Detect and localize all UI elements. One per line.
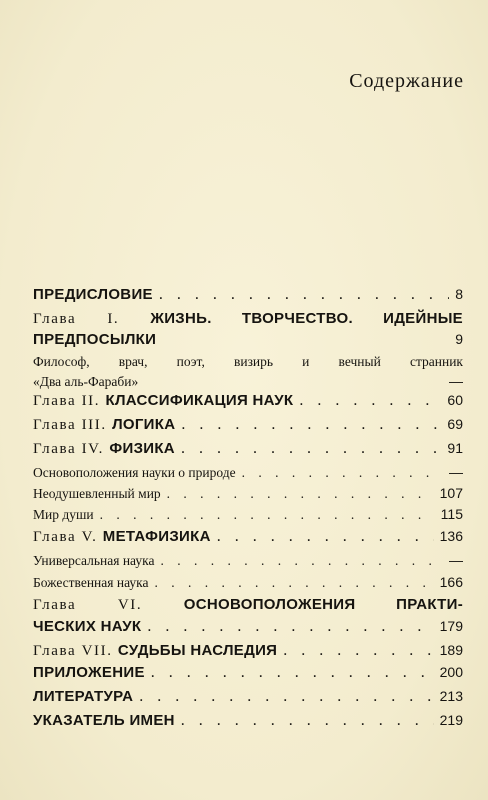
toc-entry-chapter-2[interactable] (33, 392, 463, 410)
toc-entry-chapter-1-line2[interactable] (33, 331, 463, 348)
entry-title-continued: ПРЕДПОСЫЛКИ (33, 331, 157, 348)
entry-page: 8 (455, 286, 463, 302)
toc-entry-section-inanimate-world[interactable] (33, 485, 463, 502)
entry-title: СУДЬБЫ НАСЛЕДИЯ (117, 642, 278, 659)
entry-title-continued: ЧЕСКИХ НАУК (33, 618, 142, 635)
toc-title: Содержание (349, 70, 464, 92)
toc-entry-section-divine-science[interactable] (33, 574, 463, 591)
leader-dots (133, 688, 433, 706)
entry-page: 213 (439, 688, 463, 704)
entry-page: 189 (439, 642, 463, 658)
entry-title: ЛИТЕРАТУРА (33, 688, 134, 705)
entry-page: 9 (455, 331, 463, 347)
toc-entry-preface[interactable] (33, 286, 463, 304)
leader-dots (175, 440, 441, 458)
chapter-prefix: Глава (33, 529, 77, 545)
leader-dots (175, 416, 441, 434)
entry-title: ФИЗИКА (109, 440, 175, 457)
entry-title: Основоположения науки о природе (33, 465, 236, 480)
leader-dots (211, 528, 434, 546)
entry-page: 136 (439, 528, 463, 544)
leader-dots (175, 712, 434, 730)
toc-entry-chapter-6-line2[interactable] (33, 618, 463, 636)
chapter-number: I. (76, 311, 151, 327)
toc-entry-appendix[interactable] (33, 664, 463, 682)
toc-entry-chapter-1-line1[interactable] (33, 310, 463, 328)
chapter-number: III. (76, 417, 113, 433)
entry-title: ЛОГИКА (112, 416, 176, 433)
entry-page: 115 (440, 506, 463, 522)
chapter-prefix: Глава (33, 393, 77, 409)
entry-page: 200 (439, 664, 463, 680)
entry-page: 60 (447, 392, 463, 408)
chapter-number: VI. (76, 597, 184, 613)
entry-page: — (449, 373, 463, 389)
leader-dots (293, 392, 441, 410)
entry-page: — (449, 552, 463, 568)
entry-page: 166 (439, 574, 463, 590)
entry-title: Универсальная наука (33, 553, 155, 568)
entry-title: ПРЕДИСЛОВИЕ (33, 286, 153, 303)
leader-dots (153, 286, 449, 304)
entry-page: — (449, 464, 463, 480)
toc-entry-section-philosopher-line2[interactable] (33, 373, 463, 390)
entry-page: 179 (439, 618, 463, 634)
toc-entry-chapter-3[interactable] (33, 416, 463, 434)
chapter-number: VII. (76, 643, 118, 659)
leader-dots (161, 486, 434, 502)
entry-title: Божественная наука (33, 575, 149, 590)
leader-dots (236, 465, 443, 481)
toc-entry-name-index[interactable] (33, 712, 463, 730)
entry-title: Неодушевленный мир (33, 486, 161, 501)
entry-title: КЛАССИФИКАЦИЯ НАУК (105, 392, 294, 409)
chapter-prefix: Глава (33, 643, 77, 659)
entry-title: ПРИЛОЖЕНИЕ (33, 664, 145, 681)
entry-title: МЕТАФИЗИКА (102, 528, 211, 545)
toc-entry-chapter-5[interactable] (33, 528, 463, 546)
toc-entry-section-philosopher-line1[interactable] (33, 354, 463, 370)
toc-entry-chapter-6-line1[interactable] (33, 596, 463, 614)
toc-entry-section-soul-world[interactable] (33, 506, 463, 523)
chapter-prefix: Глава (33, 417, 77, 433)
entry-title: УКАЗАТЕЛЬ ИМЕН (33, 712, 175, 729)
chapter-number: V. (76, 529, 103, 545)
entry-page: 219 (439, 712, 463, 728)
toc-entry-section-universal-science[interactable] (33, 552, 463, 569)
chapter-number: IV. (76, 441, 110, 457)
leader-dots (154, 553, 443, 569)
chapter-number: II. (76, 393, 106, 409)
leader-dots (148, 575, 433, 591)
chapter-prefix: Глава (33, 311, 77, 327)
entry-title: ОСНОВОПОЛОЖЕНИЯ ПРАКТИ- (183, 596, 463, 613)
entry-page: 107 (439, 485, 463, 501)
entry-title: Философ, врач, поэт, визирь и вечный странник (33, 354, 463, 369)
entry-title: ЖИЗНЬ. ТВОРЧЕСТВО. ИДЕЙНЫЕ (150, 310, 463, 327)
chapter-prefix: Глава (33, 597, 77, 613)
entry-page: 91 (447, 440, 463, 456)
leader-dots (94, 507, 435, 523)
toc-entry-literature[interactable] (33, 688, 463, 706)
leader-dots (141, 618, 433, 636)
chapter-prefix: Глава (33, 441, 77, 457)
leader-dots (145, 664, 434, 682)
entry-page: 69 (447, 416, 463, 432)
entry-title-continued: «Два аль-Фараби» (33, 374, 139, 389)
entry-title: Мир души (33, 507, 94, 522)
toc-entry-chapter-7[interactable] (33, 642, 463, 660)
toc-entry-chapter-4[interactable] (33, 440, 463, 458)
toc-entry-section-nature[interactable] (33, 464, 463, 481)
leader-dots (277, 642, 433, 660)
